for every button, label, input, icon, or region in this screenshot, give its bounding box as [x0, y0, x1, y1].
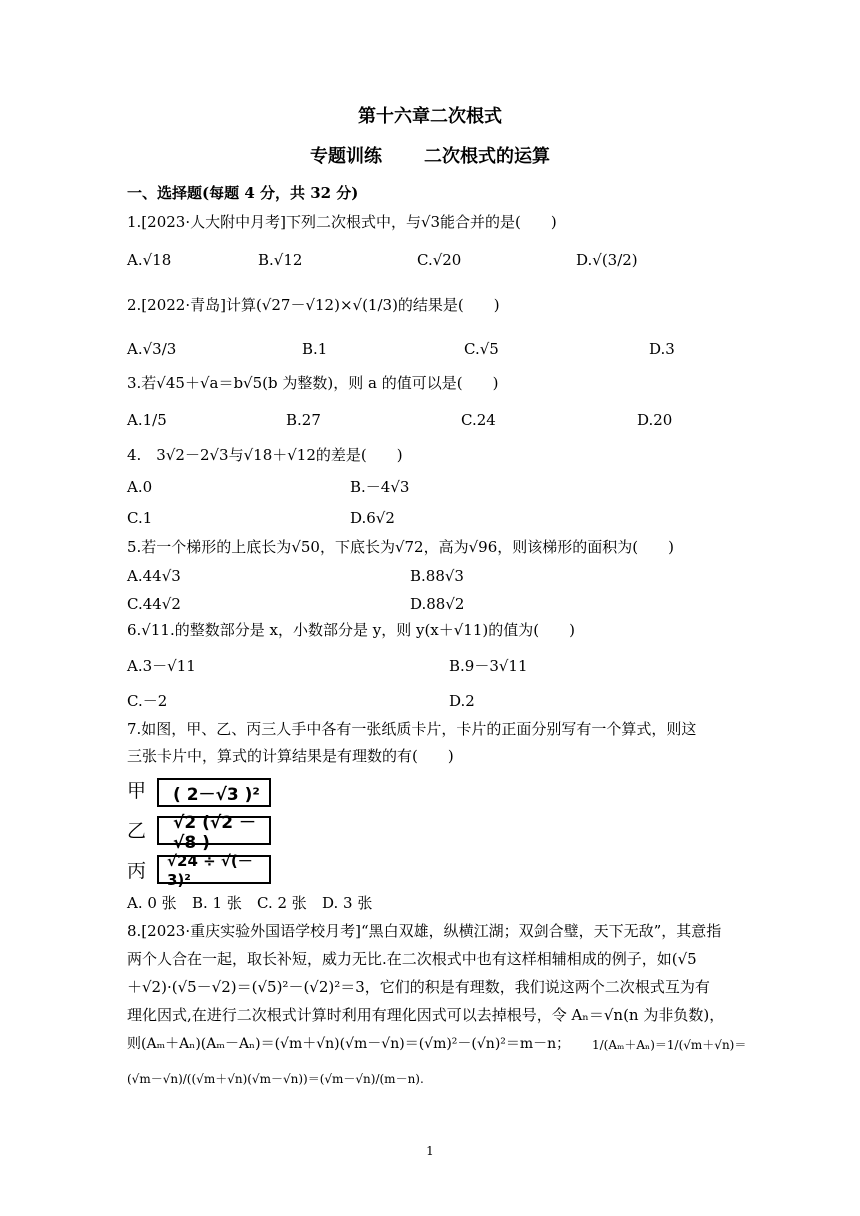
q1-option-c: C.√20 [417, 251, 462, 269]
question-1-stem: 1.[2023·人大附中月考]下列二次根式中，与√3能合并的是( ) [127, 213, 557, 231]
question-8-line4: 理化因式,在进行二次根式计算时利用有理化因式可以去掉根号，令 Aₙ＝√n(n 为非负数)， [127, 1006, 725, 1024]
q5-option-b: B.88√3 [410, 567, 464, 585]
q3-option-c: C.24 [461, 411, 496, 429]
card-label-yi: 乙 [127, 820, 147, 842]
card-bing [157, 852, 271, 889]
q4-option-d: D.6√2 [350, 509, 395, 527]
question-5-stem: 5.若一个梯形的上底长为√50，下底长为√72，高为√96，则该梯形的面积为( ) [127, 538, 674, 556]
q1-option-a: A.√18 [127, 251, 172, 269]
question-8-line2: 两个人合在一起，取长补短，威力无比.在二次根式中也有这样相辅相成的例子，如(√5 [127, 950, 697, 968]
q6-option-d: D.2 [449, 692, 475, 710]
question-7-stem-line1: 7.如图，甲、乙、丙三人手中各有一张纸质卡片，卡片的正面分别写有一个算式，则这 [127, 720, 697, 738]
question-3-stem: 3.若√45＋√a＝b√5(b 为整数)，则 a 的值可以是( ) [127, 374, 499, 392]
card-yi [157, 813, 271, 853]
q5-option-d: D.88√2 [410, 595, 465, 613]
q4-option-c: C.1 [127, 509, 153, 527]
section-heading: 一、选择题(每题 4 分，共 32 分) [127, 184, 359, 202]
q1-option-b: B.√12 [258, 251, 303, 269]
subtitle-right: 二次根式的运算 [424, 146, 550, 167]
question-8-line6: (√m－√n)/((√m＋√n)(√m－√n))＝(√m－√n)/(m－n). [127, 1072, 424, 1086]
card-jia-expression: ( 2－√3 )² [173, 785, 260, 805]
question-8-line1: 8.[2023·重庆实验外国语学校月考]“黑白双雄，纵横江湖；双剑合璧，天下无敌”，其意指 [127, 922, 722, 940]
q2-option-a: A.√3/3 [127, 340, 177, 358]
card-label-jia: 甲 [127, 780, 147, 802]
q7-option-b: B. 1 张 [192, 894, 242, 912]
q5-option-a: A.44√3 [127, 567, 181, 585]
q6-option-a: A.3－√11 [127, 657, 196, 675]
q6-option-b: B.9－3√11 [449, 657, 528, 675]
subtitle-left: 专题训练 [310, 146, 382, 167]
chapter-title: 第十六章二次根式 [358, 106, 502, 127]
q2-option-b: B.1 [302, 340, 328, 358]
question-8-line5-fraction: 1/(Aₘ＋Aₙ)＝1/(√m＋√n)＝ [592, 1038, 747, 1052]
q4-option-b: B.－4√3 [350, 478, 410, 496]
question-2-stem: 2.[2022·青岛]计算(√27－√12)×√(1/3)的结果是( ) [127, 296, 500, 314]
q5-option-c: C.44√2 [127, 595, 181, 613]
question-8-line5: 则(Aₘ＋Aₙ)(Aₘ－Aₙ)＝(√m＋√n)(√m－√n)＝(√m)²－(√n)²＝m－n； [127, 1036, 571, 1052]
q7-option-c: C. 2 张 [257, 894, 307, 912]
subtitle [0, 146, 860, 168]
question-4-stem: 4. 3√2－2√3与√18＋√12的差是( ) [127, 446, 403, 464]
card-yi-expression: √2 (√2 －√8 ) [173, 813, 256, 853]
q4-option-a: A.0 [127, 478, 153, 496]
q3-option-a: A.1/5 [127, 411, 167, 429]
q3-option-b: B.27 [286, 411, 321, 429]
card-jia [157, 778, 271, 807]
q7-option-a: A. 0 张 [127, 894, 177, 912]
page-number: 1 [426, 1144, 434, 1158]
q7-option-d: D. 3 张 [322, 894, 373, 912]
q3-option-d: D.20 [637, 411, 673, 429]
card-label-bing: 丙 [127, 860, 147, 882]
q6-option-c: C.－2 [127, 692, 168, 710]
q2-option-d: D.3 [649, 340, 675, 358]
q2-option-c: C.√5 [464, 340, 499, 358]
q1-option-d: D.√(3/2) [576, 251, 638, 269]
question-7-stem-line2: 三张卡片中，算式的计算结果是有理数的有( ) [127, 747, 454, 765]
question-8-line3: ＋√2)·(√5－√2)＝(√5)²－(√2)²＝3，它们的积是有理数，我们说这两个二次根式互为有 [127, 978, 710, 996]
card-bing-expression: √24 ÷ √(－3)² [167, 852, 253, 889]
question-6-stem: 6.√11.的整数部分是 x，小数部分是 y，则 y(x＋√11)的值为( ) [127, 621, 575, 639]
